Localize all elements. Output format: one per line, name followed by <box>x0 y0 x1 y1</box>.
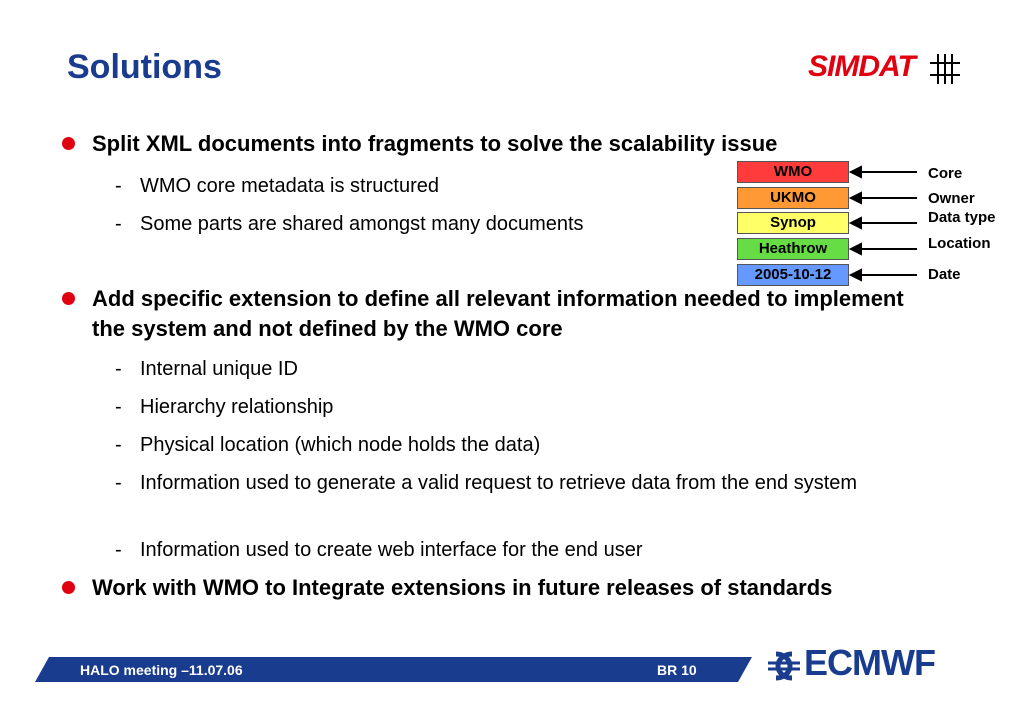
fragment-synop: Synop <box>737 212 849 234</box>
grid-icon <box>928 52 962 86</box>
ecmwf-emblem-icon <box>762 646 806 686</box>
fragment-ukmo: UKMO <box>737 187 849 209</box>
footer-meeting-label: HALO meeting –11.07.06 <box>80 662 243 678</box>
bullet-3 <box>62 573 932 603</box>
sub-item: - Some parts are shared amongst many documents <box>115 213 584 235</box>
sub-item: - Information used to create web interface for the end user <box>115 539 643 561</box>
simdat-logo-text: SIMDAT <box>808 50 915 83</box>
slide-title: Solutions <box>67 48 222 86</box>
bullet-2 <box>62 284 932 344</box>
bullet-text: Add specific extension to define all relevant information needed to implement the system and not defined by the WMO core <box>92 286 904 341</box>
fragment-label-core: Core <box>928 165 963 182</box>
bullet-1 <box>62 129 932 159</box>
sub-item: - Information used to generate a valid request to retrieve data from the end system <box>115 472 858 494</box>
bullet-text: Work with WMO to Integrate extensions in future releases of standards <box>92 575 833 600</box>
sub-item: - WMO core metadata is structured <box>115 175 439 197</box>
fragment-label-data-type: Data type <box>928 209 996 226</box>
fragment-wmo: WMO <box>737 161 849 183</box>
simdat-logo <box>808 50 968 90</box>
bullet-text: Split XML documents into fragments to solve the scalability issue <box>92 131 778 156</box>
fragment-date: 2005-10-12 <box>737 264 849 286</box>
fragment-label-location: Location <box>928 235 991 252</box>
bullet-dot-icon <box>62 292 75 305</box>
bullet-dot-icon <box>62 137 75 150</box>
footer-page-number: BR 10 <box>657 662 697 678</box>
fragment-label-date: Date <box>928 266 961 283</box>
fragment-label-owner: Owner <box>928 190 975 207</box>
fragment-heathrow: Heathrow <box>737 238 849 260</box>
bullet-dot-icon <box>62 581 75 594</box>
sub-item: - Internal unique ID <box>115 358 298 380</box>
sub-item: - Hierarchy relationship <box>115 396 334 418</box>
fragment-arrows <box>849 160 921 285</box>
sub-item: - Physical location (which node holds the data) <box>115 434 541 456</box>
ecmwf-logo-text: ECMWF <box>804 642 935 683</box>
